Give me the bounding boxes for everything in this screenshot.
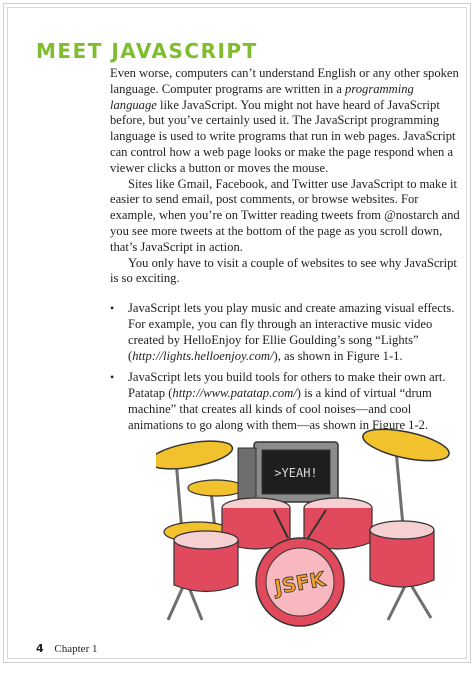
bullet-icon: • — [110, 370, 115, 385]
paragraph-2: Sites like Gmail, Facebook, and Twitter use JavaScript to make it easier to send email, post comments, or browse websites. For example, when you’re on Twitter reading tweets from @nostarch and you see more tweets at the bottom of the page as you scroll down, that’s JavaScript in action. — [110, 176, 460, 254]
book-page — [7, 7, 467, 659]
url-patatap[interactable]: http://www.patatap.com/ — [172, 386, 297, 401]
paragraph-3: You only have to visit a couple of websites to see why JavaScript is so exciting. — [110, 255, 457, 286]
body-text — [110, 66, 460, 440]
drum-kit-illustration — [156, 420, 456, 630]
monitor-text: >YEAH! — [274, 466, 318, 480]
cymbal-left-icon — [156, 436, 234, 474]
monitor-icon — [238, 442, 338, 502]
chapter-label: Chapter 1 — [54, 643, 98, 655]
emphasis-programming-language: programming language — [110, 81, 414, 112]
url-lights[interactable]: http://lights.helloenjoy.com/ — [132, 348, 274, 363]
section-heading: MEET JAVASCRIPT — [36, 39, 258, 63]
bullet-list — [110, 301, 460, 433]
bullet-icon: • — [110, 301, 115, 316]
paragraph-1: Even worse, computers can’t understand English or any other spoken language. Computer programs are written in a programming language like JavaScript. You might not have heard of JavaScript before, but you’ve certainly used it. The JavaScript programming language is used to write programs that run in web pages. JavaScript can control how a web page looks or make the page respond when a viewer clicks a button or moves the mouse. — [110, 66, 459, 175]
bass-drum-icon — [256, 538, 344, 626]
cymbal-right-icon — [360, 423, 451, 467]
page-number: 4 — [36, 642, 44, 655]
page-footer — [36, 642, 97, 655]
hihat-icon — [188, 480, 244, 496]
bullet-item-1: • JavaScript lets you play music and create amazing visual effects. For example, you can fly through an interactive music video created by HelloEnjoy for Ellie Goulding’s song “Lights” (http://lights.helloenjoy.com/), as shown in Figure 1-1. — [110, 301, 455, 363]
drum-logo-text: JSFK — [272, 566, 328, 600]
bullet-item-2: • JavaScript lets you build tools for others to make their own art. Patatap (http://www.patatap.com/) is a kind of virtual “drum machine” that creates all kinds of cool noises—and cool animations to go along with them—as shown in Figure 1-2. — [110, 370, 446, 432]
